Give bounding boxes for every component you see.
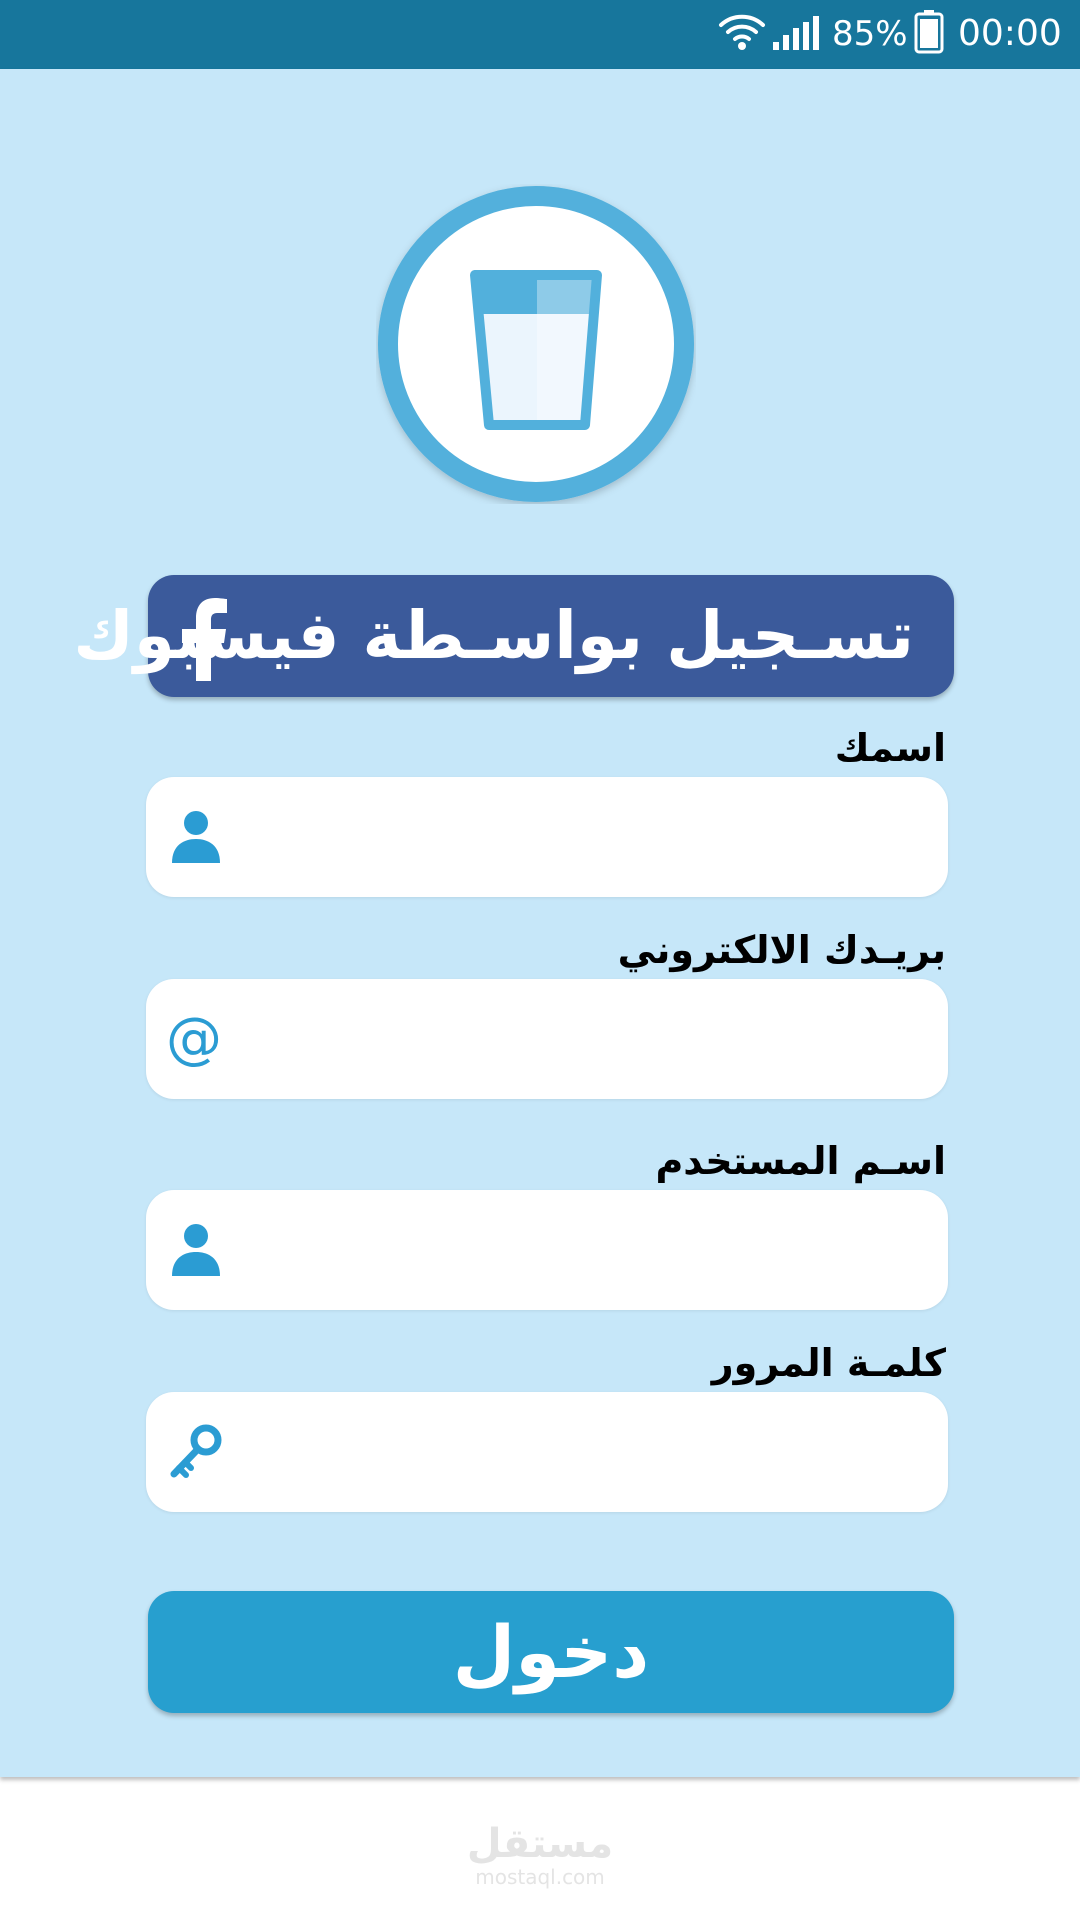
username-label: اسـم المستخدم [655, 1139, 946, 1183]
username-input[interactable] [236, 1190, 926, 1310]
username-field[interactable] [146, 1190, 948, 1310]
facebook-signup-label: تسـجيل بواسـطة فيسبوك [73, 597, 914, 674]
status-bar [0, 0, 1080, 69]
watermark-latin: mostaql.com [475, 1865, 605, 1889]
user-icon [166, 807, 226, 867]
login-button[interactable]: دخول [148, 1591, 954, 1713]
status-clock: 00:00 [958, 13, 1062, 54]
wifi-icon [718, 12, 766, 52]
water-glass-icon [376, 184, 696, 504]
user-icon [166, 1220, 226, 1280]
password-label: كلمـة المرور [711, 1341, 946, 1385]
email-field[interactable] [146, 979, 948, 1099]
email-input[interactable] [236, 979, 926, 1099]
password-field[interactable] [146, 1392, 948, 1512]
email-label: بريـدك الالكتروني [617, 928, 946, 972]
facebook-signup-button[interactable] [73, 575, 954, 697]
key-icon [166, 1422, 226, 1482]
name-label: اسمك [834, 726, 946, 770]
password-input[interactable] [236, 1392, 926, 1512]
signup-screen [0, 69, 1080, 1777]
battery-percent: 85% [832, 14, 908, 54]
watermark-arabic: مستقل [466, 1821, 614, 1867]
name-field[interactable] [146, 777, 948, 897]
watermark [440, 1822, 640, 1888]
at-sign-icon: @ [166, 1006, 222, 1071]
battery-icon [914, 10, 944, 54]
signal-icon [773, 16, 819, 50]
name-input[interactable] [236, 777, 926, 897]
